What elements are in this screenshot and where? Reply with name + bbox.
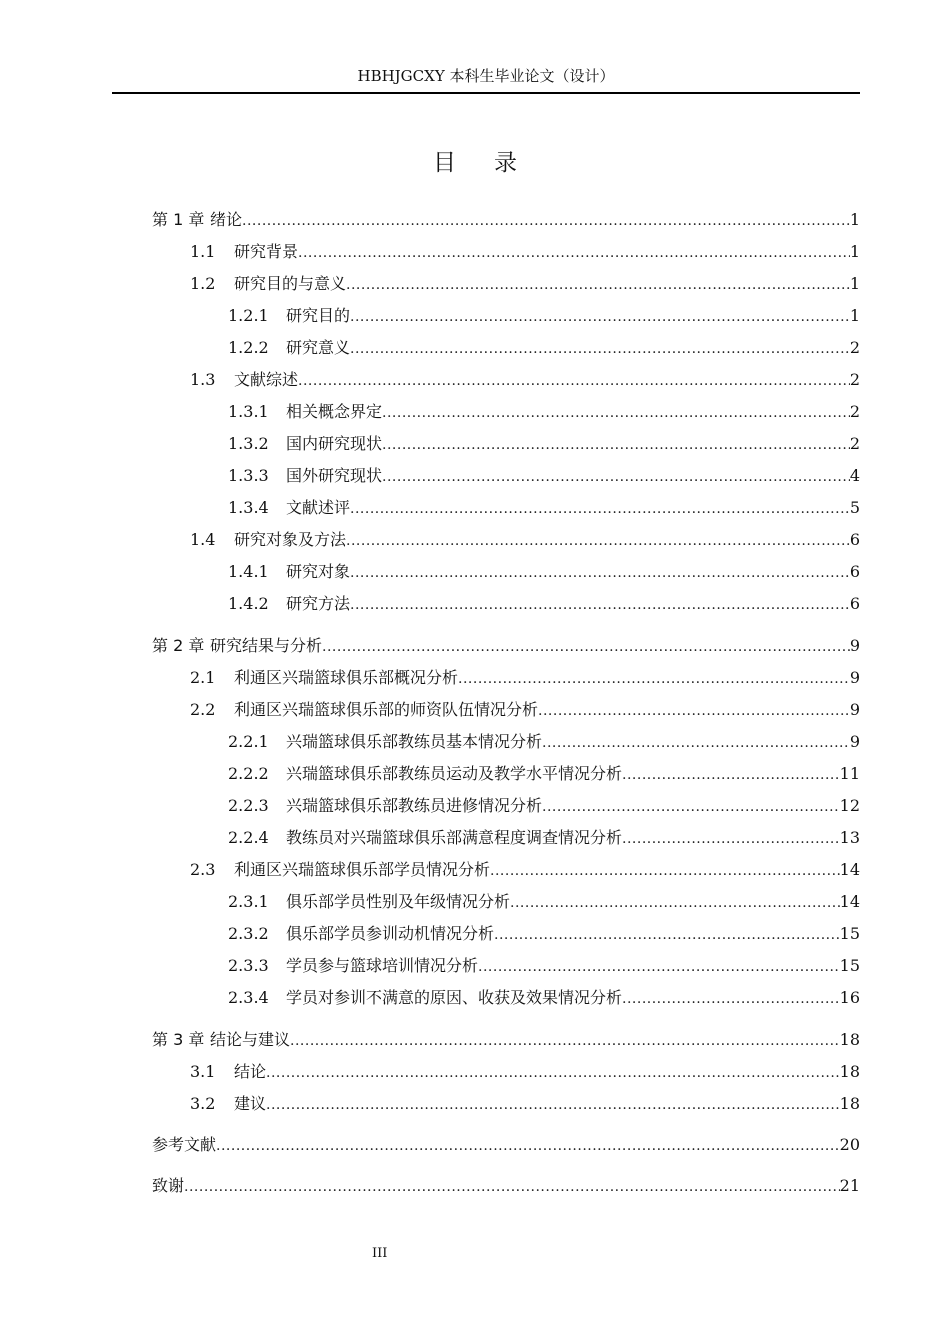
toc-entry-page: 9 xyxy=(849,700,860,719)
toc-entry-text: 研究方法 xyxy=(286,594,351,613)
toc-dot-leader xyxy=(478,955,840,979)
toc-dot-leader xyxy=(350,337,850,361)
toc-entry[interactable] xyxy=(228,730,860,754)
toc-entry-label xyxy=(190,528,346,552)
toc-entry-page: 16 xyxy=(839,988,860,1007)
toc-entry-label xyxy=(190,368,298,392)
toc-dot-leader xyxy=(382,401,850,425)
toc-entry-page: 15 xyxy=(839,956,860,975)
toc-entry-page: 18 xyxy=(839,1094,860,1113)
toc-entry-page: 6 xyxy=(849,594,860,613)
toc-entry-text: 教练员对兴瑞篮球俱乐部满意程度调查情况分析 xyxy=(286,828,623,847)
toc-entry[interactable] xyxy=(228,560,860,584)
toc-dot-leader xyxy=(350,305,850,329)
toc-entry-text: 相关概念界定 xyxy=(286,402,383,421)
toc-entry-page: 2 xyxy=(849,338,860,357)
toc-dot-leader xyxy=(322,635,850,659)
toc-entry-text: 学员对参训不满意的原因、收获及效果情况分析 xyxy=(286,988,623,1007)
toc-entry-page: 14 xyxy=(839,860,860,879)
toc-entry-page: 15 xyxy=(839,924,860,943)
toc-entry-label xyxy=(190,666,458,690)
toc-dot-leader xyxy=(184,1175,840,1199)
toc-entry-text: 研究意义 xyxy=(286,338,351,357)
toc-entry-number: 2.2.3 xyxy=(228,796,269,815)
toc-entry[interactable] xyxy=(228,922,860,946)
toc-entry-label xyxy=(228,592,350,616)
toc-dot-leader xyxy=(382,465,850,489)
toc-entry[interactable] xyxy=(228,464,860,488)
toc-entry-number: 2.2 xyxy=(190,700,216,719)
toc-dot-leader xyxy=(382,433,850,457)
header-divider xyxy=(112,92,860,94)
toc-entry-label xyxy=(152,208,242,232)
toc-entry-text: 俱乐部学员参训动机情况分析 xyxy=(286,924,495,943)
toc-entry-label xyxy=(228,730,542,754)
toc-entry-text: 绪论 xyxy=(210,210,243,229)
toc-entry-label xyxy=(228,400,382,424)
toc-entry-text: 结论与建议 xyxy=(210,1030,291,1049)
toc-entry-number: 3.2 xyxy=(190,1094,216,1113)
toc-entry[interactable] xyxy=(152,634,860,658)
toc-dot-leader xyxy=(542,795,840,819)
toc-entry[interactable] xyxy=(228,400,860,424)
toc-dot-leader xyxy=(542,731,850,755)
toc-entry-text: 国外研究现状 xyxy=(286,466,383,485)
toc-entry-text: 建议 xyxy=(234,1094,267,1113)
toc-dot-leader xyxy=(266,1093,840,1117)
toc-entry-label xyxy=(228,986,622,1010)
toc-entry-page: 5 xyxy=(849,498,860,517)
toc-entry[interactable] xyxy=(228,890,860,914)
toc-entry-text: 文献述评 xyxy=(286,498,351,517)
toc-dot-leader xyxy=(458,667,850,691)
toc-entry-number: 1.2.2 xyxy=(228,338,269,357)
toc-entry-label xyxy=(228,954,478,978)
toc-entry[interactable] xyxy=(228,826,860,850)
toc-entry-page: 1 xyxy=(849,274,860,293)
toc-entry-text: 研究对象及方法 xyxy=(234,530,347,549)
toc-entry[interactable] xyxy=(228,794,860,818)
toc-entry-page: 21 xyxy=(839,1176,860,1195)
toc-entry-text: 文献综述 xyxy=(234,370,299,389)
toc-entry-page: 18 xyxy=(839,1030,860,1049)
toc-entry[interactable] xyxy=(152,208,860,232)
toc-entry[interactable] xyxy=(228,304,860,328)
toc-entry-number: 1.3.3 xyxy=(228,466,269,485)
toc-entry[interactable] xyxy=(228,762,860,786)
toc-entry-page: 20 xyxy=(839,1135,860,1154)
toc-entry[interactable] xyxy=(190,272,860,296)
toc-entry-page: 12 xyxy=(839,796,860,815)
toc-entry-label xyxy=(228,336,350,360)
toc-entry-page: 14 xyxy=(839,892,860,911)
toc-dot-leader xyxy=(538,699,850,723)
toc-entry[interactable] xyxy=(228,336,860,360)
toc-entry-label xyxy=(190,240,298,264)
toc-entry-number: 1.3.4 xyxy=(228,498,269,517)
toc-entry-page: 4 xyxy=(849,466,860,485)
toc-entry-label xyxy=(152,1174,184,1198)
toc-entry[interactable] xyxy=(228,432,860,456)
toc-dot-leader xyxy=(346,273,850,297)
toc-entry[interactable] xyxy=(190,1060,860,1084)
toc-entry[interactable] xyxy=(228,986,860,1010)
toc-entry[interactable] xyxy=(190,858,860,882)
toc-entry-label xyxy=(228,922,494,946)
toc-entry-number: 2.2.1 xyxy=(228,732,269,751)
toc-dot-leader xyxy=(346,529,850,553)
toc-entry-number: 1.3.1 xyxy=(228,402,269,421)
toc-entry-number: 2.3.2 xyxy=(228,924,269,943)
toc-entry-label xyxy=(190,1092,266,1116)
toc-entry-label xyxy=(190,858,490,882)
toc-entry-text: 研究背景 xyxy=(234,242,299,261)
toc-entry-text: 兴瑞篮球俱乐部教练员运动及教学水平情况分析 xyxy=(286,764,623,783)
toc-entry[interactable] xyxy=(152,1133,860,1157)
toc-entry-text: 研究结果与分析 xyxy=(210,636,323,655)
toc-dot-leader xyxy=(350,593,850,617)
toc-dot-leader xyxy=(622,827,840,851)
toc-dot-leader xyxy=(622,763,840,787)
toc-entry-page: 13 xyxy=(839,828,860,847)
page-number: III xyxy=(372,1246,388,1261)
toc-entry-number: 第 1 章 xyxy=(152,210,205,229)
toc-entry-number: 2.2.4 xyxy=(228,828,269,847)
header-title: HBHJGCXY 本科生毕业论文（设计） xyxy=(357,67,615,85)
toc-entry-text: 参考文献 xyxy=(152,1135,217,1154)
toc-entry-number: 3.1 xyxy=(190,1062,216,1081)
toc-entry-label xyxy=(228,826,622,850)
toc-entry-label xyxy=(228,432,382,456)
toc-entry-number: 2.1 xyxy=(190,668,216,687)
toc-entry[interactable] xyxy=(190,240,860,264)
toc-dot-leader xyxy=(298,369,850,393)
toc-dot-leader xyxy=(242,209,850,233)
toc-entry-label xyxy=(228,794,542,818)
toc-entry-label xyxy=(152,1028,290,1052)
toc-entry-number: 1.4 xyxy=(190,530,216,549)
toc-entry-label xyxy=(228,762,622,786)
toc-entry-number: 2.3.1 xyxy=(228,892,269,911)
toc-dot-leader xyxy=(350,497,850,521)
toc-dot-leader xyxy=(290,1029,840,1053)
toc-dot-leader xyxy=(494,923,840,947)
toc-entry-number: 1.1 xyxy=(190,242,216,261)
toc-entry-page: 6 xyxy=(849,562,860,581)
toc-entry-label xyxy=(152,1133,216,1157)
toc-entry-number: 1.4.1 xyxy=(228,562,269,581)
toc-entry[interactable] xyxy=(190,368,860,392)
toc-entry[interactable] xyxy=(228,592,860,616)
toc-entry[interactable] xyxy=(190,698,860,722)
toc-entry-text: 利通区兴瑞篮球俱乐部的师资队伍情况分析 xyxy=(234,700,539,719)
toc-entry-page: 1 xyxy=(849,210,860,229)
toc-entry-page: 11 xyxy=(839,764,860,783)
toc-entry-number: 1.2 xyxy=(190,274,216,293)
toc-dot-leader xyxy=(350,561,850,585)
toc-entry-text: 研究对象 xyxy=(286,562,351,581)
toc-entry[interactable] xyxy=(190,666,860,690)
toc-entry-page: 9 xyxy=(849,636,860,655)
page-header xyxy=(112,66,860,86)
toc-entry[interactable] xyxy=(152,1174,860,1198)
toc-dot-leader xyxy=(298,241,850,265)
toc-entry-number: 2.3 xyxy=(190,860,216,879)
toc-entry-text: 致谢 xyxy=(152,1176,185,1195)
toc-entry-label xyxy=(228,496,350,520)
toc-entry-label xyxy=(190,272,346,296)
toc-entry[interactable] xyxy=(228,496,860,520)
toc-entry-text: 利通区兴瑞篮球俱乐部概况分析 xyxy=(234,668,459,687)
toc-entry-number: 2.2.2 xyxy=(228,764,269,783)
toc-entry-text: 利通区兴瑞篮球俱乐部学员情况分析 xyxy=(234,860,491,879)
toc-dot-leader xyxy=(490,859,840,883)
toc-entry-number: 第 3 章 xyxy=(152,1030,205,1049)
toc-entry[interactable] xyxy=(228,954,860,978)
toc-entry-number: 2.3.4 xyxy=(228,988,269,1007)
toc-entry-text: 俱乐部学员性别及年级情况分析 xyxy=(286,892,511,911)
toc-entry-number: 1.4.2 xyxy=(228,594,269,613)
toc-entry-page: 9 xyxy=(849,668,860,687)
toc-entry[interactable] xyxy=(152,1028,860,1052)
toc-entry[interactable] xyxy=(190,528,860,552)
toc-entry-number: 2.3.3 xyxy=(228,956,269,975)
toc-entry-page: 2 xyxy=(849,370,860,389)
toc-entry-text: 兴瑞篮球俱乐部教练员进修情况分析 xyxy=(286,796,543,815)
toc-entry-number: 1.2.1 xyxy=(228,306,269,325)
toc-dot-leader xyxy=(510,891,840,915)
toc-entry-label xyxy=(228,304,350,328)
toc-entry-label xyxy=(190,1060,266,1084)
toc-entry-label xyxy=(228,890,510,914)
toc-entry-number: 1.3.2 xyxy=(228,434,269,453)
toc-entry-text: 研究目的 xyxy=(286,306,351,325)
toc-entry[interactable] xyxy=(190,1092,860,1116)
toc-dot-leader xyxy=(216,1134,840,1158)
toc-entry-text: 国内研究现状 xyxy=(286,434,383,453)
toc-entry-text: 兴瑞篮球俱乐部教练员基本情况分析 xyxy=(286,732,543,751)
toc-entry-label xyxy=(228,560,350,584)
toc-dot-leader xyxy=(622,987,840,1011)
toc-entry-page: 2 xyxy=(849,402,860,421)
toc-entry-number: 第 2 章 xyxy=(152,636,205,655)
toc-entry-page: 9 xyxy=(849,732,860,751)
toc-entry-label xyxy=(190,698,538,722)
toc-entry-text: 学员参与篮球培训情况分析 xyxy=(286,956,479,975)
toc-entry-label xyxy=(152,634,322,658)
toc-entry-page: 1 xyxy=(849,306,860,325)
toc-title: 目录 xyxy=(433,150,555,176)
toc-entry-page: 2 xyxy=(849,434,860,453)
toc-dot-leader xyxy=(266,1061,840,1085)
toc-entry-page: 1 xyxy=(849,242,860,261)
toc-entry-page: 6 xyxy=(849,530,860,549)
toc-entry-text: 研究目的与意义 xyxy=(234,274,347,293)
toc-entry-text: 结论 xyxy=(234,1062,267,1081)
toc-entry-label xyxy=(228,464,382,488)
toc-entry-number: 1.3 xyxy=(190,370,216,389)
toc-entry-page: 18 xyxy=(839,1062,860,1081)
